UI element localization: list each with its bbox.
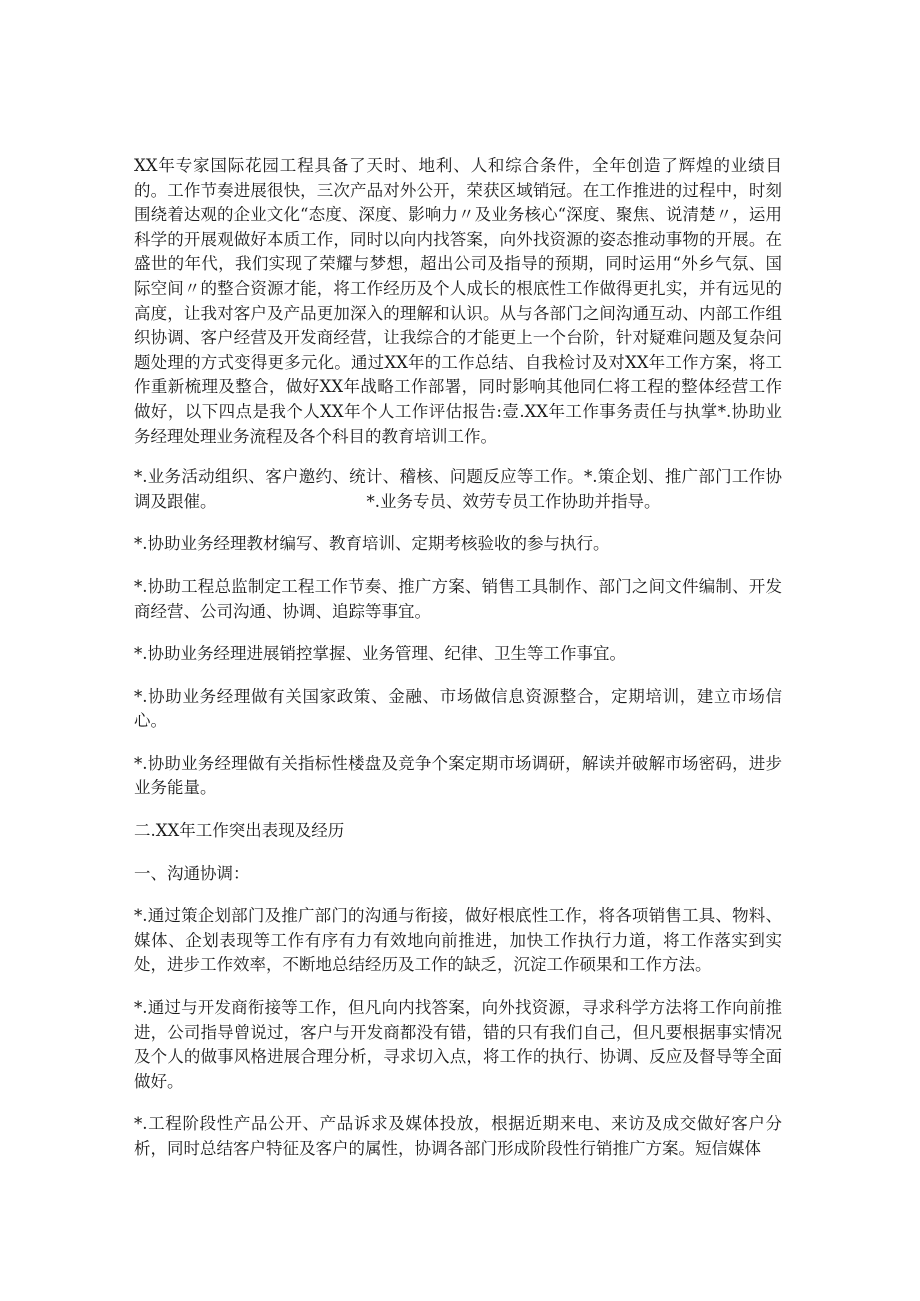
intro-paragraph: XX年专家国际花园工程具备了天时、地利、人和综合条件，全年创造了辉煌的业绩目的。工作节奏进展很快，三次产品对外公开，荣获区域销冠。在工作推进的过程中，时刻围绕着达观的企业文化“态度、深度、影响力〃及业务核心“深度、聚焦、说清楚〃，运用科学的开展观做好本质工作，同时以向内找答案，向外找资源的姿态推动事物的开展。在盛世的年代，我们实现了荣耀与梦想，超出公司及指导的预期，同时运用“外乡气氛、国际空间〃的整合资源才能，将工作经历及个人成长的根底性工作做得更扎实，并有远见的高度，让我对客户及产品更加深入的理解和认识。从与各部门之间沟通互动、内部工作组织协调、客户经营及开发商经营，让我综合的才能更上一个台阶，针对疑难问题及复杂问题处理的方式变得更多元化。通过XX年的工作总结、自我检讨及对XX年工作方案，将工作重新梳理及整合，做好XX年战略工作部署，同时影响其他同仁将工程的整体经营工作做好，以下四点是我个人XX年个人工作评估报告:壹.XX年工作事务责任与执掌*.协助业务经理处理业务流程及各个科目的教育培训工作。 <box>134 156 782 446</box>
duty-item-6: *.协助业务经理做有关指标性楼盘及竞争个案定期市场调研，解读并破解市场密码，进步业务能量。 <box>134 753 782 798</box>
duty-item-4: *.协助业务经理进展销控掌握、业务管理、纪律、卫生等工作事宜。 <box>134 644 626 664</box>
duty-item-1a: *.业务活动组织、客户邀约、统计、稽核、问题反应等工作。*.策企划、推广部门工作协调及跟催。 <box>134 467 782 511</box>
document-page <box>134 154 782 1180</box>
duty-item-3: *.协助工程总监制定工程工作节奏、推广方案、销售工具制作、部门之间文件编制、开发商经营、公司沟通、协调、追踪等事宜。 <box>134 576 782 621</box>
communication-paragraph-a: *.通过策企划部门及推广部门的沟通与衔接，做好根底性工作，将各项销售工具、物料、媒体、企划表现等工作有序有力有效地向前推进，加快工作执行力道，将工作落实到实处，进步工作效率，不断地总结经历及工作的缺乏，沉淀工作硕果和工作方法。 <box>134 906 782 975</box>
subsection-1-heading: 一、沟通协调： <box>134 863 250 883</box>
communication-paragraph-c: *.工程阶段性产品公开、产品诉求及媒体投放，根据近期来电、来访及成交做好客户分析，同时总结客户特征及客户的属性，协调各部门形成阶段性行销推广方案。短信媒体 <box>134 1114 782 1158</box>
duty-item-1b: *.业务专员、效劳专员工作协助并指导。 <box>366 491 661 511</box>
duty-item-2: *.协助业务经理教材编写、教育培训、定期考核验收的参与执行。 <box>134 534 610 554</box>
duty-item-5: *.协助业务经理做有关国家政策、金融、市场做信息资源整合，定期培训，建立市场信心。 <box>134 686 782 731</box>
section-2-heading: 二.XX年工作突出表现及经历 <box>134 821 345 841</box>
communication-paragraph-b: *.通过与开发商衔接等工作，但凡向内找答案，向外找资源，寻求科学方法将工作向前推进，公司指导曾说过，客户与开发商都没有错，错的只有我们自己，但凡要根据事实情况及个人的做事风格进展合理分析，寻求切入点，将工作的执行、协调、反应及督导等全面做好。 <box>134 998 782 1091</box>
duty-item-1 <box>134 465 782 514</box>
